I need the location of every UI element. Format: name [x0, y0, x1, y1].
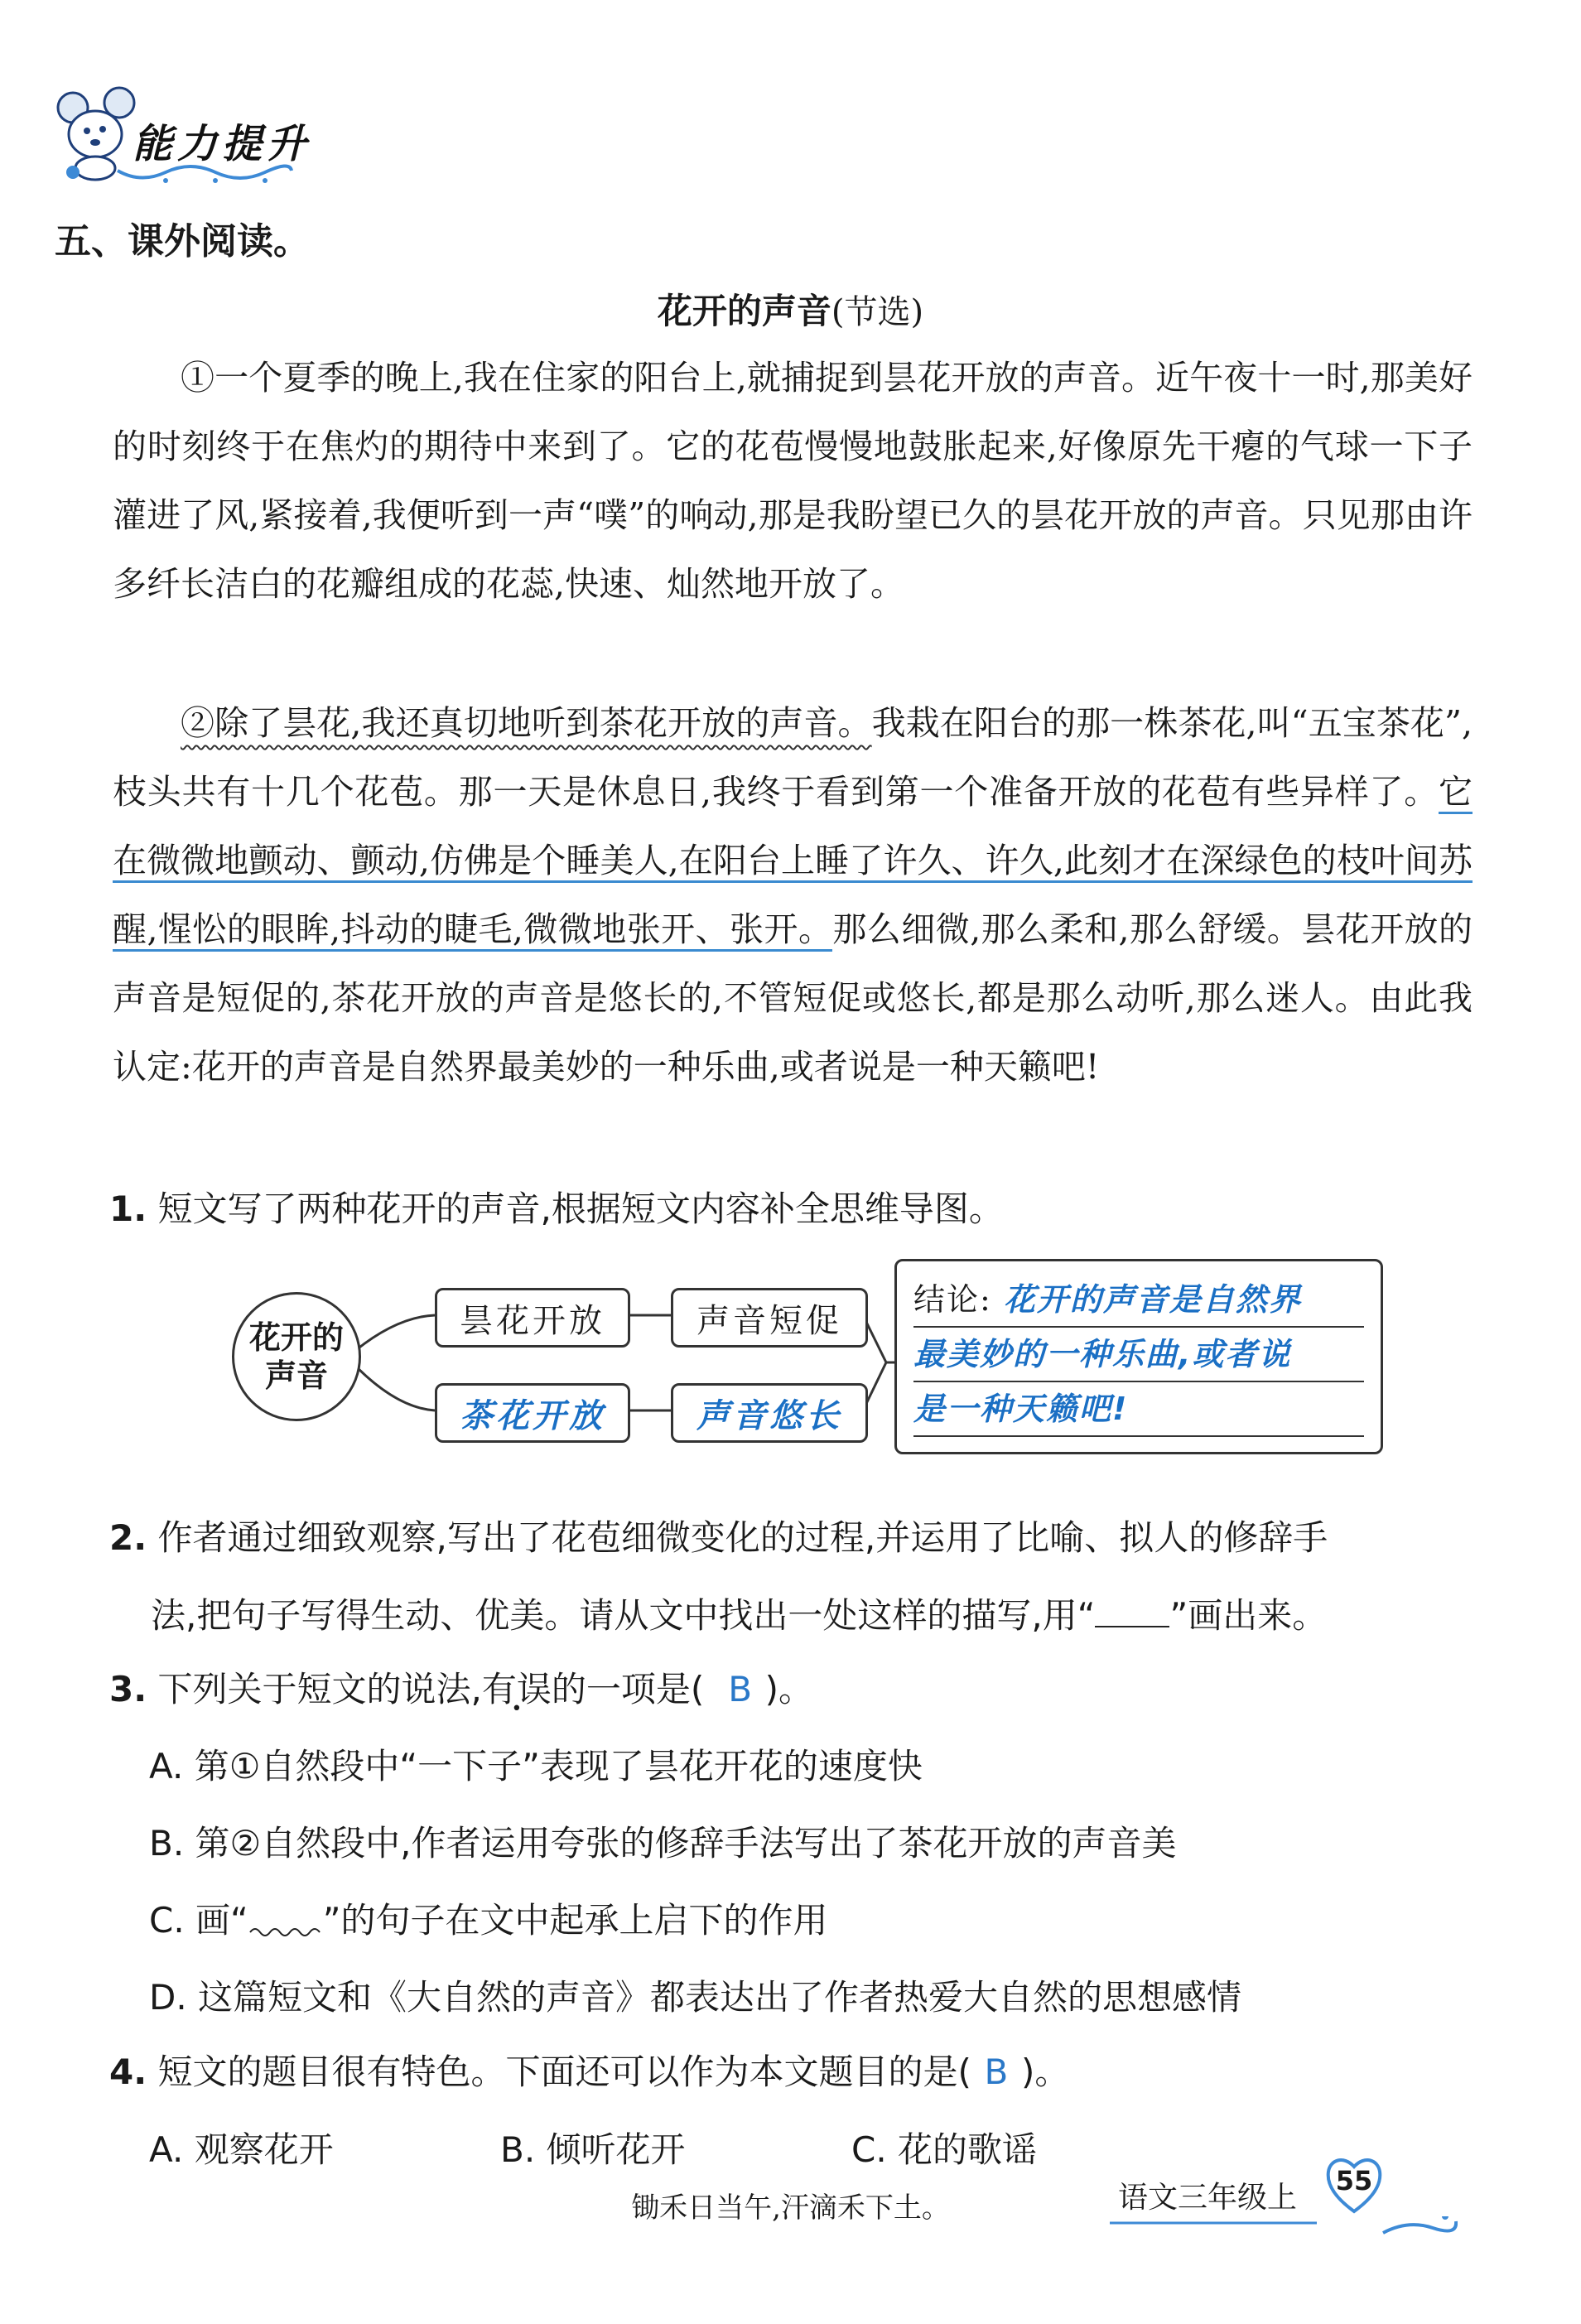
- article-paragraph-1: ①一个夏季的晚上,我在住家的阳台上,就捕捉到昙花开放的声音。近午夜十一时,那美好的时刻终于在焦灼的期待中来到了。它的花苞慢慢地鼓胀起来,好像原先干瘪的气球一下子灌进了风,紧接着,我便听到一声“噗”的响动,那是我盼望已久的昙花开放的声音。只见那由许多纤长洁白的花瓣组成的花蕊,快速、灿然地开放了。: [113, 358, 1473, 604]
- q3-option-c: C. 画“ ”的句子在文中起承上启下的作用: [149, 1900, 828, 1941]
- header-wave-decoration: [116, 162, 294, 187]
- mind-map-sound-2: 声音悠长: [671, 1383, 868, 1443]
- wavy-underlined-sentence: ②除了昙花,我还真切地听到茶花开放的声音。: [181, 703, 872, 743]
- q3-option-b: B. 第②自然段中,作者运用夸张的修辞手法写出了茶花开放的声音美: [149, 1823, 1177, 1864]
- section-header-title: 能力提升: [133, 121, 312, 167]
- article-title: [0, 284, 1581, 334]
- page-number-badge: 55: [1325, 2153, 1383, 2216]
- answer-blank-straight: [1095, 1626, 1169, 1627]
- q3-option-d: D. 这篇短文和《大自然的声音》都表达出了作者热爱大自然的思想感情: [149, 1977, 1242, 2018]
- question-1: 1. 短文写了两种花开的声音,根据短文内容补全思维导图。: [109, 1189, 1004, 1229]
- article-subtitle: (节选): [831, 293, 924, 331]
- q4-option-b: B. 倾听花开: [500, 2129, 686, 2170]
- question-2: 2. 作者通过细致观察,写出了花苞细微变化的过程,并运用了比喻、拟人的修辞手 法,把句子写得生动、优美。请从文中找出一处这样的描写,用“ ”画出来。: [109, 1517, 1328, 1636]
- mind-map: [224, 1242, 1400, 1474]
- mind-map-sound-1: 声音短促: [671, 1288, 868, 1348]
- article-title-text: 花开的声音: [657, 291, 831, 331]
- footer-motto: 锄禾日当午,汗滴禾下土。: [631, 2191, 950, 2225]
- mind-map-flower-1: 昙花开放: [435, 1288, 630, 1348]
- q3-option-a: A. 第①自然段中“一下子”表现了昙花开花的速度快: [149, 1746, 923, 1786]
- question-4: 4. 短文的题目很有特色。下面还可以作为本文题目的是( B )。: [109, 2047, 1476, 2097]
- answer-underlined-sentence: 它在微微地颤动、颤动,仿佛是个睡美人,在阳台上睡了许久、许久,此刻才在深绿色的枝叶间苏醒,惺忪的眼眸,抖动的睫毛,微微地张开、张开。: [113, 772, 1473, 952]
- wavy-blank-icon: [248, 1924, 323, 1941]
- q4-option-c: C. 花的歌谣: [851, 2129, 1038, 2170]
- mind-map-center-node: 花开的声音: [232, 1292, 361, 1421]
- paragraph-2-part-b: 那么细微,那么柔和,那么舒缓。昙花开放的声音是短促的,茶花开放的声音是悠长的,不管短促或悠长,都是那么动听,那么迷人。由此我认定:花开的声音是自然界最美妙的一种乐曲,或者说是一种天籁吧!: [113, 909, 1473, 1087]
- question-3: 3. 下列关于短文的说法,有误的一项是( B )。: [109, 1665, 1476, 1714]
- article-paragraph-2: [113, 689, 1473, 1102]
- answer-q4: B: [984, 2052, 1009, 2092]
- section-title: 五、课外阅读。: [55, 220, 310, 263]
- footer-book-name: 语文三年级上: [1118, 2181, 1298, 2215]
- emphasis-text: 有误: [481, 1669, 552, 1709]
- mind-map-conclusion-box: 结论: 花开的声音是自然界 最美妙的一种乐曲,或者说 是一种天籁吧!: [894, 1259, 1383, 1454]
- answer-q3: B: [728, 1669, 753, 1709]
- q4-option-a: A. 观察花开: [149, 2129, 334, 2170]
- paragraph-2-part-a: 我栽在阳台的那一株茶花,叫“五宝茶花”,枝头共有十几个花苞。那一天是休息日,我终于看到第一个准备开放的花苞有些异样了。: [113, 703, 1473, 812]
- footer-wave-decoration: [1110, 2216, 1458, 2241]
- mind-map-flower-2: 茶花开放: [435, 1383, 630, 1443]
